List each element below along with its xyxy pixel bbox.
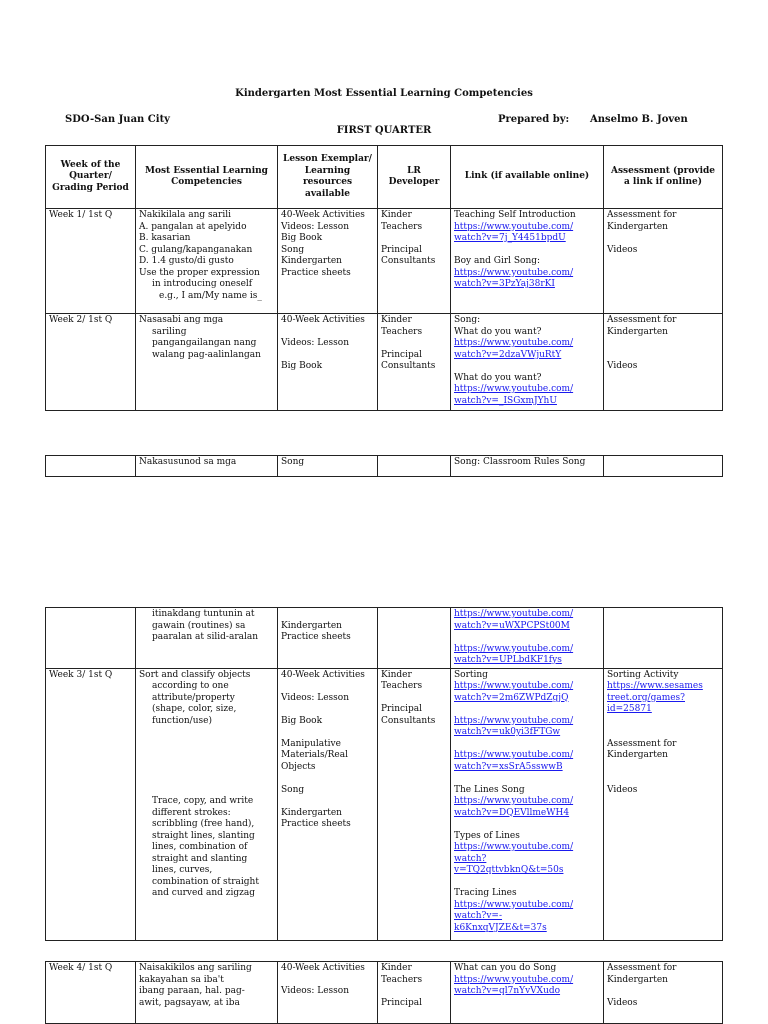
link-title: The Lines Song	[454, 784, 525, 795]
melc-cell: Nakikilala ang sarili A. pangalan at apelyido B. kasarian C. gulang/kapanganakan D. 1.4 gusto/di gusto Use the proper expression in introducing oneself e.g., I am/My name is_	[136, 209, 278, 314]
youtube-link[interactable]: watch?v=3PzYaj38rKI	[454, 279, 555, 289]
lr-cell: Kinder Teachers Principal Consultants	[378, 314, 451, 411]
youtube-link[interactable]: v=TQ2qttvbknQ&t=50s	[454, 865, 564, 875]
melc-cell: Nasasabi ang mga sariling pangangailangan nang walang pag-aalinlangan	[136, 314, 278, 411]
youtube-link[interactable]: https://www.youtube.com/	[454, 384, 574, 394]
melc-cell: itinakdang tuntunin at gawain (routines) sa paaralan at silid-aralan	[136, 608, 278, 669]
prepared-by-label: Prepared by:	[498, 114, 570, 125]
youtube-link[interactable]: https://www.youtube.com/	[454, 338, 574, 348]
assessment-cell	[604, 456, 723, 477]
youtube-link[interactable]: watch?v=uWXPCPSt00M	[454, 620, 570, 631]
youtube-link[interactable]: https://www.youtube.com/	[454, 842, 574, 852]
table-row	[46, 668, 723, 940]
week-cell	[46, 608, 136, 669]
lr-cell: Kinder Teachers Principal	[378, 962, 451, 1024]
prepared-by-name: Anselmo B. Joven	[590, 114, 688, 125]
youtube-link[interactable]: https://www.youtube.com/	[454, 681, 574, 691]
youtube-link[interactable]: https://www.youtube.com/	[454, 796, 574, 806]
assessment-cell: Assessment for Kindergarten Videos	[604, 209, 723, 314]
assessment-cell	[604, 608, 723, 669]
link-cell	[451, 209, 604, 314]
sdo-label: SDO-San Juan City	[65, 114, 170, 125]
link-title: What do you want?	[454, 326, 542, 337]
document-title: Kindergarten Most Essential Learning Competencies	[235, 88, 533, 99]
lesson-cell: 40-Week Activities Videos: Lesson	[278, 962, 378, 1024]
link-cell	[451, 668, 604, 940]
youtube-link[interactable]: watch?v=7j_Y4451bpdU	[454, 233, 566, 243]
header-lesson: Lesson Exemplar/ Learning resources available	[278, 146, 378, 209]
competencies-table-3	[45, 607, 723, 941]
link-cell	[451, 608, 604, 669]
link-cell: Song: Classroom Rules Song	[451, 456, 604, 477]
table-row	[46, 608, 723, 669]
lr-cell	[378, 608, 451, 669]
link-title: Boy and Girl Song:	[454, 256, 541, 266]
link-title: Types of Lines	[454, 830, 520, 841]
sesame-street-link[interactable]: treet.org/games?	[607, 692, 685, 703]
youtube-link[interactable]: watch?v=_ISGxmJYhU	[454, 395, 557, 406]
link-title: What can you do Song	[454, 963, 557, 973]
header-melc: Most Essential Learning Competencies	[136, 146, 278, 209]
youtube-link[interactable]: https://www.youtube.com/	[454, 899, 574, 910]
youtube-link[interactable]: https://www.youtube.com/	[454, 750, 574, 760]
table-row	[46, 962, 723, 1024]
assessment-cell: Sorting Activity https://www.sesames treet.org/games? id=25871 Assessment for Kindergarten Videos	[604, 668, 723, 940]
week-cell: Week 1/ 1st Q	[46, 209, 136, 314]
link-cell	[451, 962, 604, 1024]
table-row	[46, 314, 723, 411]
youtube-link[interactable]: watch?v=ql7nYvVXudo	[454, 986, 561, 996]
youtube-link[interactable]: https://www.youtube.com/	[454, 974, 574, 985]
competencies-table-4	[45, 961, 723, 1024]
link-title: What do you want?	[454, 372, 542, 383]
link-title: Sorting	[454, 669, 488, 680]
link-cell	[451, 314, 604, 411]
lr-cell	[378, 456, 451, 477]
youtube-link[interactable]: watch?	[454, 853, 487, 864]
youtube-link[interactable]: watch?v=DQEVllmeWH4	[454, 807, 570, 818]
competencies-table-1	[45, 145, 723, 411]
sesame-street-link[interactable]: https://www.sesames	[607, 681, 703, 691]
youtube-link[interactable]: watch?v=2m6ZWPdZgjQ	[454, 692, 569, 703]
lesson-cell: 40-Week Activities Videos: Lesson Big Book Manipulative Materials/Real Objects Song Kindergarten Practice sheets	[278, 668, 378, 940]
link-title: Song:	[454, 315, 481, 325]
youtube-link[interactable]: https://www.youtube.com/	[454, 715, 574, 726]
link-title: Teaching Self Introduction	[454, 210, 576, 220]
table-row	[46, 456, 723, 477]
lesson-cell: 40-Week Activities Videos: Lesson Big Book	[278, 314, 378, 411]
table-header-row	[46, 146, 723, 209]
link-title: Tracing Lines	[454, 888, 517, 898]
header-assessment: Assessment (provide a link if online)	[604, 146, 723, 209]
lr-cell: Kinder Teachers Principal Consultants	[378, 668, 451, 940]
lesson-cell: Kindergarten Practice sheets	[278, 608, 378, 669]
week-cell: Week 2/ 1st Q	[46, 314, 136, 411]
assessment-cell: Assessment for Kindergarten Videos	[604, 314, 723, 411]
header-lr-developer: LR Developer	[378, 146, 451, 209]
week-cell: Week 4/ 1st Q	[46, 962, 136, 1024]
youtube-link[interactable]: https://www.youtube.com/	[454, 267, 574, 278]
youtube-link[interactable]: watch?v=uk0yi3fFTGw	[454, 727, 561, 737]
header-link: Link (if available online)	[451, 146, 604, 209]
youtube-link[interactable]: https://www.youtube.com/	[454, 221, 574, 232]
melc-cell: Naisakikilos ang sariling kakayahan sa iba't ibang paraan, hal. pag- awit, pagsayaw, at iba	[136, 962, 278, 1024]
table-row	[46, 209, 723, 314]
assessment-title: Sorting Activity	[607, 669, 679, 680]
week-cell	[46, 456, 136, 477]
melc-cell: Sort and classify objects according to one attribute/property (shape, color, size, function/use) Trace, copy, and write different strokes: scribbling (free hand), straight lines, slanting lines, combination of straight and slanting lines, curves, combination of straight and curved and zigzag	[136, 668, 278, 940]
lesson-cell: Song	[278, 456, 378, 477]
header-week: Week of the Quarter/ Grading Period	[46, 146, 136, 209]
youtube-link[interactable]: https://www.youtube.com/	[454, 609, 574, 619]
assessment-cell: Assessment for Kindergarten Videos	[604, 962, 723, 1024]
youtube-link[interactable]: watch?v=2dzaVWjuRtY	[454, 349, 562, 360]
lr-cell: Kinder Teachers Principal Consultants	[378, 209, 451, 314]
week-cell: Week 3/ 1st Q	[46, 668, 136, 940]
quarter-heading: FIRST QUARTER	[336, 125, 432, 136]
youtube-link[interactable]: k6KnxqVJZE&t=37s	[454, 922, 547, 933]
youtube-link[interactable]: watch?v=xsSrA5sswwB	[454, 761, 563, 772]
youtube-link[interactable]: watch?v=-	[454, 911, 503, 921]
lesson-cell: 40-Week Activities Videos: Lesson Big Book Song Kindergarten Practice sheets	[278, 209, 378, 314]
melc-cell: Nakasusunod sa mga	[136, 456, 278, 477]
competencies-table-2	[45, 455, 723, 477]
youtube-link[interactable]: https://www.youtube.com/	[454, 643, 574, 654]
youtube-link[interactable]: watch?v=UPLbdKF1fys	[454, 655, 562, 665]
sesame-street-link[interactable]: id=25871	[607, 704, 652, 714]
